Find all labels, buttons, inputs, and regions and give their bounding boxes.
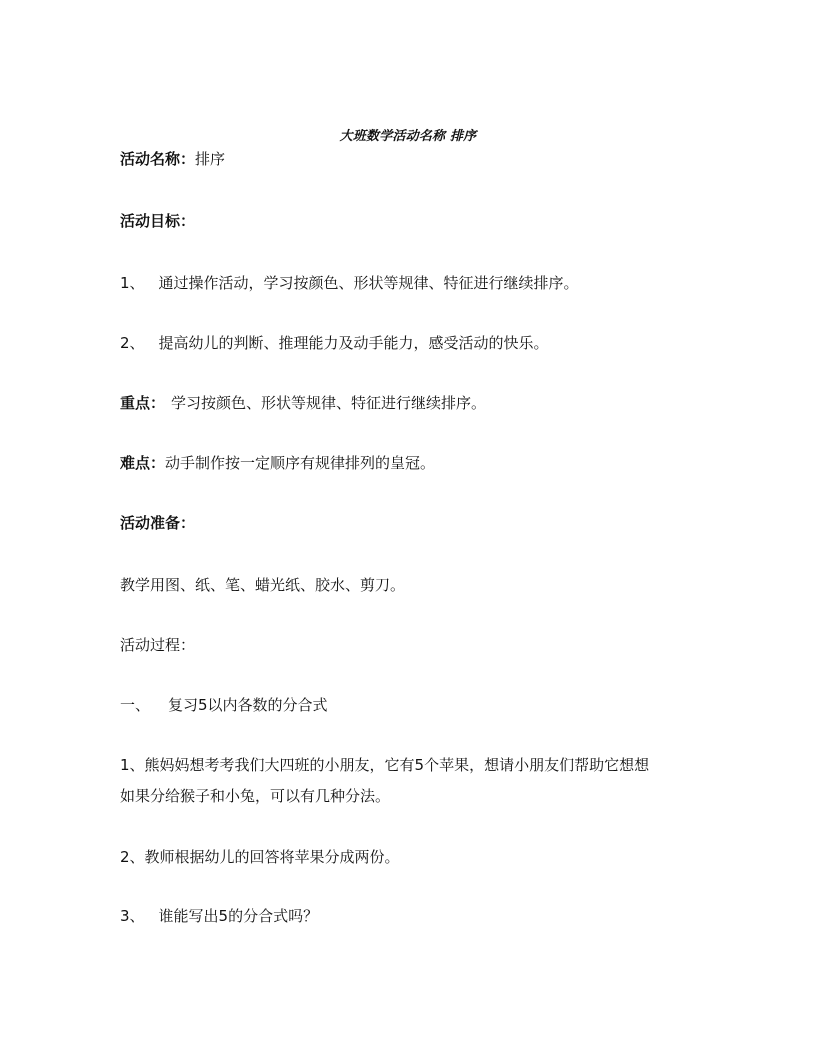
step-2-line: 2、教师根据幼儿的回答将苹果分成两份。 bbox=[120, 848, 400, 866]
goal-1-number: 1、 bbox=[120, 274, 145, 292]
step-3-number: 3、 bbox=[120, 907, 145, 925]
activity-name-label: 活动名称： bbox=[120, 150, 196, 168]
section-1-text: 复习5以内各数的分合式 bbox=[168, 696, 328, 714]
step-1-line-2: 如果分给猴子和小兔，可以有几种分法。 bbox=[120, 787, 391, 805]
document-title: 大班数学活动名称 排序 bbox=[339, 129, 477, 144]
key-point-label: 重点： bbox=[120, 394, 166, 412]
goal-2-number: 2、 bbox=[120, 334, 145, 352]
goal-1-line bbox=[120, 273, 720, 293]
goal-2-text: 提高幼儿的判断、推理能力及动手能力，感受活动的快乐。 bbox=[158, 334, 549, 352]
preparation-text: 教学用图、纸、笔、蜡光纸、胶水、剪刀。 bbox=[120, 576, 406, 594]
difficulty-line bbox=[120, 453, 720, 473]
section-1-line bbox=[120, 695, 720, 715]
process-heading: 活动过程： bbox=[120, 636, 196, 654]
preparation-heading: 活动准备： bbox=[120, 514, 196, 532]
goal-1-text: 通过操作活动，学习按颜色、形状等规律、特征进行继续排序。 bbox=[158, 274, 579, 292]
step-3-text: 谁能写出5的分合式吗？ bbox=[158, 907, 319, 925]
goal-2-line bbox=[120, 333, 720, 353]
key-point-text: 学习按颜色、形状等规律、特征进行继续排序。 bbox=[171, 394, 487, 412]
activity-name-value: 排序 bbox=[195, 150, 226, 168]
step-1-line-1: 1、熊妈妈想考考我们大四班的小朋友，它有5个苹果，想请小朋友们帮助它想想 bbox=[120, 756, 650, 774]
difficulty-text: 动手制作按一定顺序有规律排列的皇冠。 bbox=[165, 454, 436, 472]
activity-goals-heading: 活动目标： bbox=[120, 212, 196, 230]
step-3-line bbox=[120, 906, 720, 926]
difficulty-label: 难点： bbox=[120, 454, 166, 472]
activity-name-line bbox=[120, 149, 720, 169]
section-1-number: 一、 bbox=[120, 696, 151, 714]
key-point-line bbox=[120, 393, 720, 413]
